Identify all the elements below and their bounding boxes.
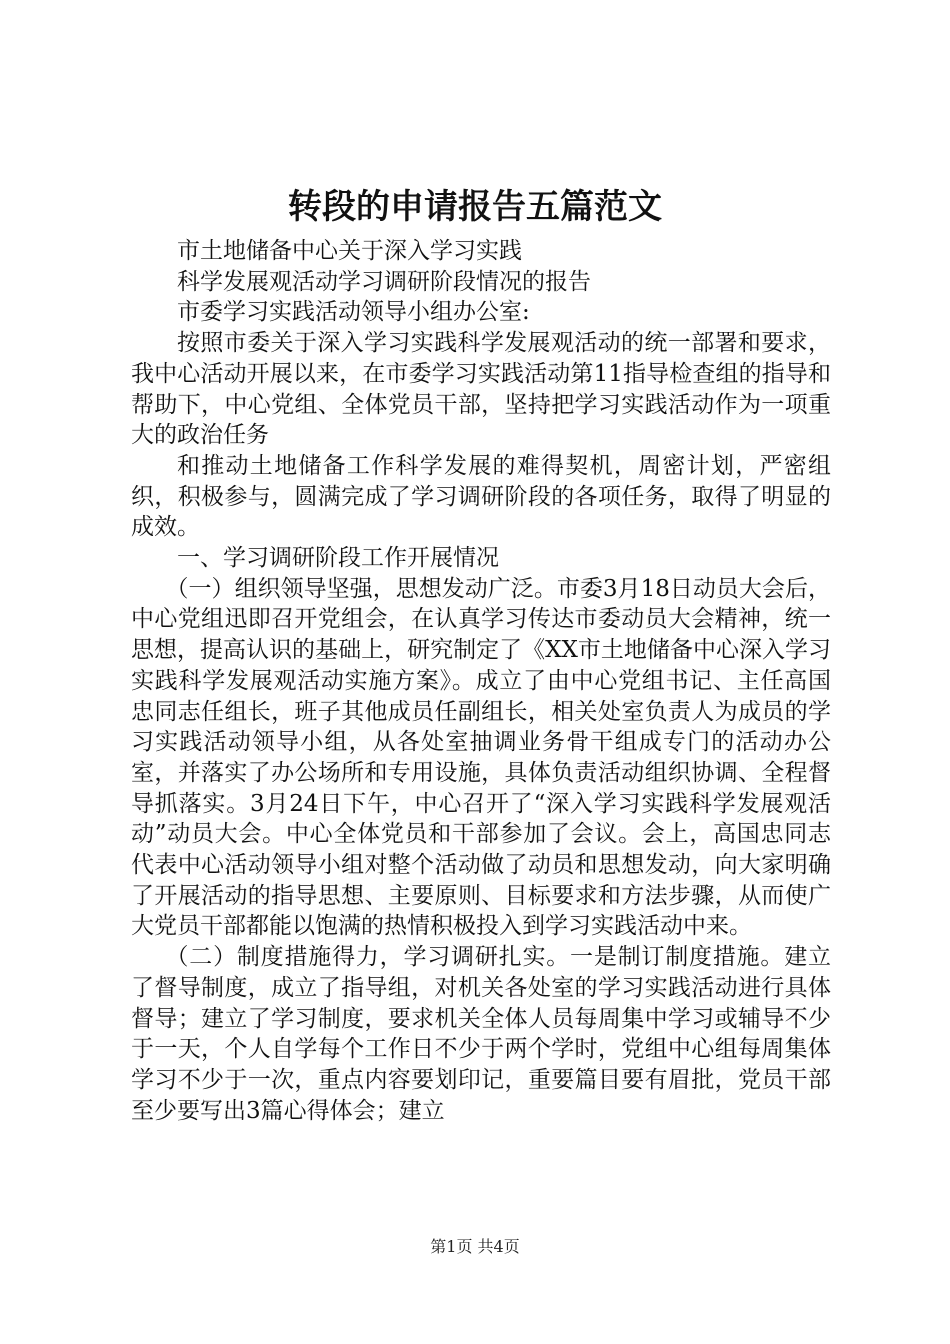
paragraph-heading-line-2: 科学发展观活动学习调研阶段情况的报告 xyxy=(177,268,591,295)
paragraph-intro-continued: 和推动土地储备工作科学发展的难得契机，周密计划，严密组织，积极参与，圆满完成了学习调研阶段的各项任务，取得了明显的成效。 xyxy=(131,452,831,541)
document-body xyxy=(131,236,831,1126)
paragraph-section-1-item-2: （二）制度措施得力，学习调研扎实。一是制订制度措施。建立了督导制度，成立了指导组，对机关各处室的学习实践活动进行具体督导；建立了学习制度，要求机关全体人员每周集中学习或辅导不少于一天，个人自学每个工作日不少于两个学时，党组中心组每周集体学习不少于一次，重点内容要划印记，重要篇目要有眉批，党员干部至少要写出3篇心得体会；建立 xyxy=(131,944,831,1124)
page-number-footer: 第1页 共4页 xyxy=(430,1237,520,1256)
paragraph-intro: 按照市委关于深入学习实践科学发展观活动的统一部署和要求，我中心活动开展以来，在市委学习实践活动第11指导检查组的指导和帮助下，中心党组、全体党员干部，坚持把学习实践活动作为一项重大的政治任务 xyxy=(131,330,831,449)
document-title: 转段的申请报告五篇范文 xyxy=(288,187,662,227)
paragraph-section-1-item-1: （一）组织领导坚强，思想发动广泛。市委3月18日动员大会后，中心党组迅即召开党组会，在认真学习传达市委动员大会精神，统一思想，提高认识的基础上，研究制定了《XX市土地储备中心深入学习实践科学发展观活动实施方案》。成立了由中心党组书记、主任高国忠同志任组长，班子其他成员任副组长，相关处室负责人为成员的学习实践活动领导小组，从各处室抽调业务骨干组成专门的活动办公室，并落实了办公场所和专用设施，具体负责活动组织协调、全程督导抓落实。3月24日下午，中心召开了“深入学习实践科学发展观活动”动员大会。中心全体党员和干部参加了会议。会上，高国忠同志代表中心活动领导小组对整个活动做了动员和思想发动，向大家明确了开展活动的指导思想、主要原则、目标要求和方法步骤，从而使广大党员干部都能以饱满的热情积极投入到学习实践活动中来。 xyxy=(131,575,831,940)
paragraph-heading-line-1: 市土地储备中心关于深入学习实践 xyxy=(177,238,522,264)
section-heading-1: 一、学习调研阶段工作开展情况 xyxy=(177,545,499,572)
paragraph-salutation: 市委学习实践活动领导小组办公室: xyxy=(177,299,530,326)
